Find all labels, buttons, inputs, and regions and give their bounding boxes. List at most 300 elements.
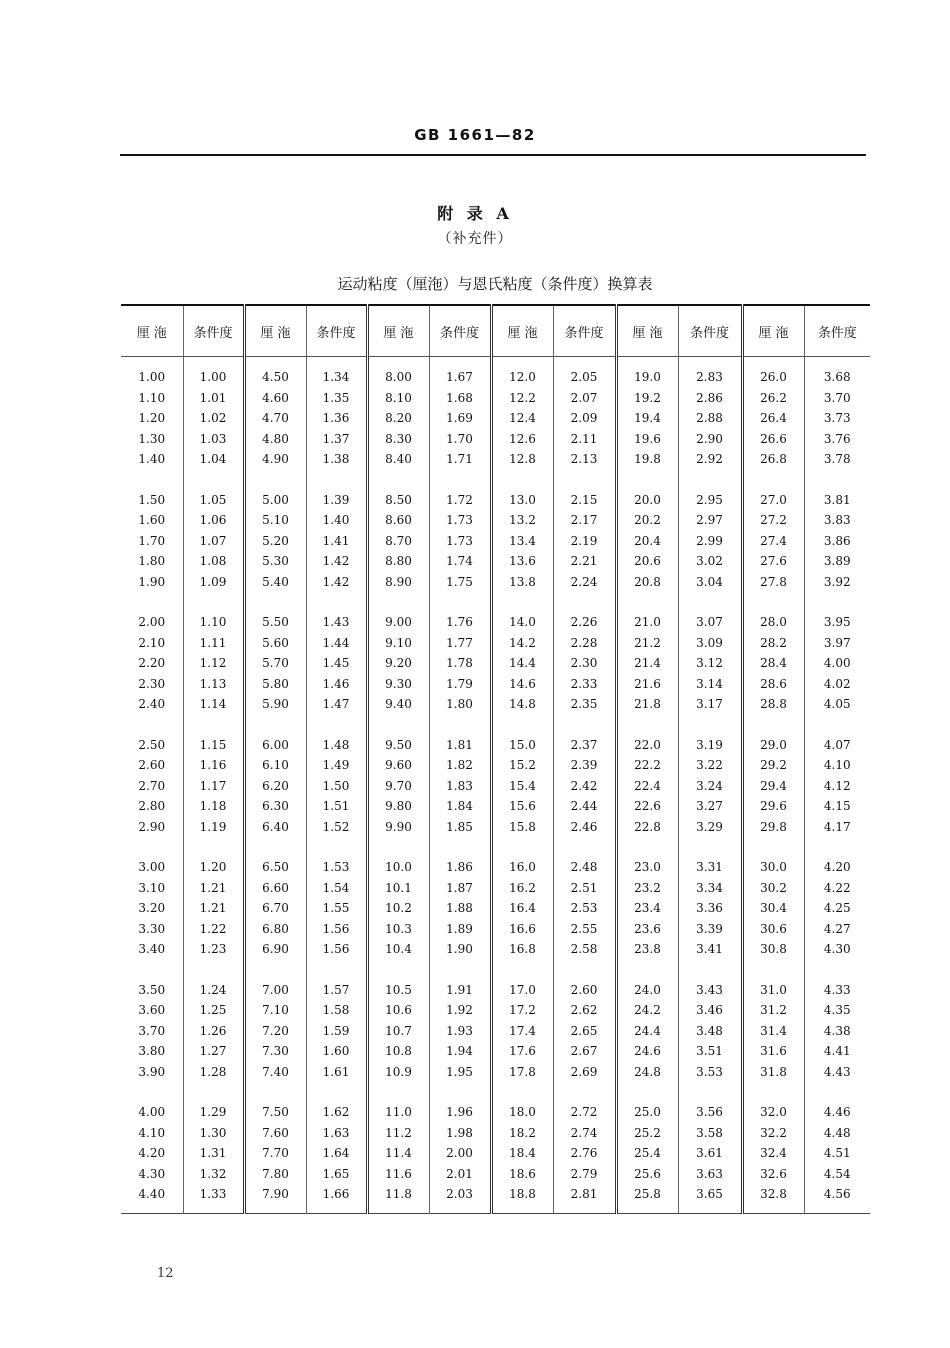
cell-engler-degree: 1.50	[306, 776, 367, 797]
cell-centistokes: 12.4	[491, 408, 553, 429]
cell-engler-degree: 1.75	[429, 572, 491, 593]
cell-centistokes: 10.8	[367, 1041, 429, 1062]
cell-engler-degree: 2.11	[553, 429, 616, 450]
cell-engler-degree: 4.46	[823, 1105, 851, 1119]
cell-engler-degree: 1.92	[429, 1000, 491, 1021]
cell-centistokes: 5.50	[244, 612, 306, 633]
cell-centistokes: 11.6	[367, 1164, 429, 1185]
cell-centistokes: 9.10	[367, 633, 429, 654]
cell-engler-degree: 1.74	[429, 551, 491, 572]
cell-centistokes: 30.0	[742, 857, 804, 878]
cell-engler-degree: 4.00	[823, 656, 851, 670]
cell-centistokes: 20.4	[616, 531, 678, 552]
cell-centistokes: 17.2	[491, 1000, 553, 1021]
cell-centistokes: 1.10	[121, 388, 183, 409]
cell-engler-degree: 1.05	[183, 490, 244, 511]
cell-engler-degree: 2.67	[553, 1041, 616, 1062]
cell-engler-degree: 4.10	[823, 758, 851, 772]
cell-engler-degree: 3.56	[678, 1102, 742, 1123]
header-centistokes: 厘 沲	[742, 305, 804, 357]
cell-engler-degree: 1.65	[306, 1164, 367, 1185]
cell-centistokes: 29.0	[742, 735, 804, 756]
header-engler-degree: 条件度	[553, 305, 616, 357]
cell-engler-degree: 2.42	[553, 776, 616, 797]
cell-engler-degree: 3.12	[678, 653, 742, 674]
table-row	[121, 572, 870, 593]
table-spacer	[121, 470, 870, 490]
cell-centistokes: 31.0	[742, 980, 804, 1001]
table-title: 运动粘度（厘沲）与恩氏粘度（条件度）换算表	[337, 275, 653, 293]
cell-centistokes: 26.0	[742, 367, 804, 388]
cell-centistokes: 1.60	[121, 510, 183, 531]
cell-centistokes: 13.0	[491, 490, 553, 511]
cell-engler-degree: 4.25	[823, 901, 851, 915]
cell-engler-degree: 1.09	[183, 572, 244, 593]
cell-engler-degree: 1.27	[183, 1041, 244, 1062]
cell-centistokes: 17.8	[491, 1062, 553, 1083]
cell-centistokes: 19.0	[616, 367, 678, 388]
cell-centistokes: 4.30	[121, 1164, 183, 1185]
cell-centistokes: 32.0	[742, 1102, 804, 1123]
cell-centistokes: 6.70	[244, 898, 306, 919]
cell-engler-degree: 1.28	[183, 1062, 244, 1083]
cell-engler-degree: 2.00	[429, 1143, 491, 1164]
cell-centistokes: 18.4	[491, 1143, 553, 1164]
table-row	[121, 1143, 870, 1164]
cell-centistokes: 16.2	[491, 878, 553, 899]
header-engler-degree: 条件度	[183, 305, 244, 357]
cell-engler-degree: 1.44	[306, 633, 367, 654]
table-row	[121, 735, 870, 756]
table-spacer	[121, 715, 870, 735]
cell-centistokes: 14.2	[491, 633, 553, 654]
cell-engler-degree: 1.89	[429, 919, 491, 940]
cell-centistokes: 3.70	[121, 1021, 183, 1042]
cell-centistokes: 13.2	[491, 510, 553, 531]
cell-engler-degree: 1.94	[429, 1041, 491, 1062]
table-body	[121, 357, 870, 1214]
cell-centistokes: 8.90	[367, 572, 429, 593]
cell-centistokes: 23.8	[616, 939, 678, 960]
table-row	[121, 857, 870, 878]
table-row	[121, 1062, 870, 1083]
cell-engler-degree: 4.17	[823, 819, 851, 834]
cell-centistokes: 4.90	[244, 449, 306, 470]
cell-centistokes: 26.4	[742, 408, 804, 429]
cell-centistokes: 9.20	[367, 653, 429, 674]
cell-engler-degree: 3.83	[823, 513, 851, 527]
cell-engler-degree: 4.48	[823, 1125, 851, 1140]
cell-centistokes: 17.6	[491, 1041, 553, 1062]
cell-centistokes: 30.2	[742, 878, 804, 899]
cell-centistokes: 22.6	[616, 796, 678, 817]
cell-engler-degree: 3.95	[823, 615, 851, 629]
table-spacer	[121, 837, 870, 857]
cell-engler-degree: 3.22	[678, 755, 742, 776]
cell-engler-degree: 3.31	[678, 857, 742, 878]
cell-centistokes: 4.70	[244, 408, 306, 429]
cell-centistokes: 5.60	[244, 633, 306, 654]
cell-centistokes: 3.90	[121, 1062, 183, 1083]
cell-centistokes: 5.20	[244, 531, 306, 552]
cell-engler-degree: 1.16	[183, 755, 244, 776]
cell-engler-degree: 1.29	[183, 1102, 244, 1123]
cell-centistokes: 7.40	[244, 1062, 306, 1083]
table-row	[121, 449, 870, 470]
conversion-table-container	[121, 304, 870, 1214]
cell-centistokes: 8.20	[367, 408, 429, 429]
cell-engler-degree: 1.02	[183, 408, 244, 429]
cell-centistokes: 27.4	[742, 531, 804, 552]
cell-engler-degree: 4.02	[823, 676, 851, 691]
cell-engler-degree: 1.03	[183, 429, 244, 450]
cell-engler-degree: 2.62	[553, 1000, 616, 1021]
table-row	[121, 490, 870, 511]
table-row	[121, 1021, 870, 1042]
table-row	[121, 980, 870, 1001]
cell-engler-degree: 1.56	[306, 939, 367, 960]
cell-engler-degree: 1.77	[429, 633, 491, 654]
cell-centistokes: 30.6	[742, 919, 804, 940]
cell-engler-degree: 2.46	[553, 817, 616, 838]
cell-centistokes: 4.40	[121, 1184, 183, 1205]
cell-centistokes: 11.4	[367, 1143, 429, 1164]
cell-engler-degree: 1.55	[306, 898, 367, 919]
cell-engler-degree: 1.59	[306, 1021, 367, 1042]
cell-centistokes: 1.50	[121, 490, 183, 511]
cell-engler-degree: 3.29	[678, 817, 742, 838]
cell-engler-degree: 2.65	[553, 1021, 616, 1042]
cell-engler-degree: 2.15	[553, 490, 616, 511]
cell-engler-degree: 4.12	[823, 778, 851, 793]
table-row	[121, 817, 870, 838]
table-spacer	[121, 1082, 870, 1102]
cell-engler-degree: 1.26	[183, 1021, 244, 1042]
header-engler-degree: 条件度	[678, 305, 742, 357]
cell-centistokes: 18.6	[491, 1164, 553, 1185]
cell-engler-degree: 3.14	[678, 674, 742, 695]
table-row	[121, 898, 870, 919]
cell-centistokes: 15.6	[491, 796, 553, 817]
cell-engler-degree: 4.27	[823, 921, 851, 936]
cell-engler-degree: 2.92	[678, 449, 742, 470]
cell-engler-degree: 4.33	[823, 982, 851, 997]
cell-centistokes: 5.00	[244, 490, 306, 511]
cell-centistokes: 32.2	[742, 1123, 804, 1144]
cell-engler-degree: 3.78	[823, 452, 851, 466]
cell-engler-degree: 1.36	[306, 408, 367, 429]
cell-centistokes: 31.6	[742, 1041, 804, 1062]
header-rule	[120, 154, 866, 156]
table-row	[121, 776, 870, 797]
cell-centistokes: 4.50	[244, 367, 306, 388]
cell-centistokes: 24.4	[616, 1021, 678, 1042]
cell-engler-degree: 1.81	[429, 735, 491, 756]
standard-code: GB 1661—82	[414, 126, 536, 144]
cell-engler-degree: 1.11	[183, 633, 244, 654]
cell-engler-degree: 2.21	[553, 551, 616, 572]
cell-centistokes: 28.0	[742, 612, 804, 633]
appendix-title: 附 录 A	[437, 204, 513, 223]
cell-centistokes: 3.00	[121, 857, 183, 878]
cell-centistokes: 4.10	[121, 1123, 183, 1144]
cell-engler-degree: 1.48	[306, 735, 367, 756]
table-row	[121, 612, 870, 633]
cell-centistokes: 11.2	[367, 1123, 429, 1144]
cell-engler-degree: 1.23	[183, 939, 244, 960]
cell-centistokes: 1.70	[121, 531, 183, 552]
cell-engler-degree: 1.32	[183, 1164, 244, 1185]
cell-centistokes: 9.80	[367, 796, 429, 817]
cell-engler-degree: 2.74	[553, 1123, 616, 1144]
cell-engler-degree: 3.27	[678, 796, 742, 817]
cell-engler-degree: 3.65	[678, 1184, 742, 1205]
cell-engler-degree: 2.51	[553, 878, 616, 899]
cell-centistokes: 26.6	[742, 429, 804, 450]
cell-centistokes: 32.4	[742, 1143, 804, 1164]
cell-centistokes: 7.60	[244, 1123, 306, 1144]
cell-engler-degree: 2.72	[553, 1102, 616, 1123]
cell-engler-degree: 1.64	[306, 1143, 367, 1164]
cell-engler-degree: 3.51	[678, 1041, 742, 1062]
cell-engler-degree: 2.53	[553, 898, 616, 919]
cell-engler-degree: 1.21	[183, 878, 244, 899]
header-centistokes: 厘 沲	[491, 305, 553, 357]
cell-engler-degree: 3.19	[678, 735, 742, 756]
cell-centistokes: 15.4	[491, 776, 553, 797]
cell-centistokes: 3.60	[121, 1000, 183, 1021]
cell-engler-degree: 1.83	[429, 776, 491, 797]
cell-centistokes: 23.0	[616, 857, 678, 878]
table-row	[121, 388, 870, 409]
cell-engler-degree: 2.28	[553, 633, 616, 654]
cell-centistokes: 12.2	[491, 388, 553, 409]
cell-centistokes: 29.2	[742, 755, 804, 776]
cell-centistokes: 28.4	[742, 653, 804, 674]
cell-engler-degree: 2.58	[553, 939, 616, 960]
cell-engler-degree: 2.76	[553, 1143, 616, 1164]
cell-centistokes: 6.10	[244, 755, 306, 776]
table-header-row	[121, 305, 870, 357]
cell-centistokes: 32.8	[742, 1184, 804, 1205]
cell-engler-degree: 1.53	[306, 857, 367, 878]
cell-centistokes: 1.40	[121, 449, 183, 470]
cell-engler-degree: 1.90	[429, 939, 491, 960]
cell-centistokes: 1.00	[121, 367, 183, 388]
cell-engler-degree: 4.54	[823, 1166, 851, 1181]
cell-centistokes: 26.2	[742, 388, 804, 409]
table-row	[121, 633, 870, 654]
cell-centistokes: 16.0	[491, 857, 553, 878]
appendix-subtitle: （补充件）	[437, 231, 513, 247]
cell-centistokes: 6.00	[244, 735, 306, 756]
cell-centistokes: 6.50	[244, 857, 306, 878]
cell-engler-degree: 1.66	[306, 1184, 367, 1205]
cell-centistokes: 25.6	[616, 1164, 678, 1185]
cell-engler-degree: 1.62	[306, 1102, 367, 1123]
header-engler-degree: 条件度	[429, 305, 491, 357]
cell-centistokes: 7.50	[244, 1102, 306, 1123]
cell-centistokes: 6.60	[244, 878, 306, 899]
cell-centistokes: 27.8	[742, 572, 804, 593]
table-spacer	[121, 960, 870, 980]
cell-engler-degree: 4.56	[823, 1187, 851, 1201]
cell-engler-degree: 1.87	[429, 878, 491, 899]
cell-engler-degree: 2.60	[553, 980, 616, 1001]
cell-engler-degree: 1.49	[306, 755, 367, 776]
cell-centistokes: 32.6	[742, 1164, 804, 1185]
cell-centistokes: 24.2	[616, 1000, 678, 1021]
cell-engler-degree: 1.95	[429, 1062, 491, 1083]
cell-engler-degree: 1.17	[183, 776, 244, 797]
cell-centistokes: 30.4	[742, 898, 804, 919]
cell-centistokes: 10.2	[367, 898, 429, 919]
cell-engler-degree: 1.82	[429, 755, 491, 776]
cell-centistokes: 14.8	[491, 694, 553, 715]
header-engler-degree: 条件度	[306, 305, 367, 357]
cell-centistokes: 6.90	[244, 939, 306, 960]
cell-engler-degree: 2.48	[553, 857, 616, 878]
cell-engler-degree: 4.51	[823, 1146, 851, 1160]
cell-centistokes: 9.00	[367, 612, 429, 633]
cell-centistokes: 20.0	[616, 490, 678, 511]
cell-centistokes: 3.80	[121, 1041, 183, 1062]
cell-centistokes: 5.80	[244, 674, 306, 695]
cell-engler-degree: 3.61	[678, 1143, 742, 1164]
cell-centistokes: 7.70	[244, 1143, 306, 1164]
cell-engler-degree: 1.35	[306, 388, 367, 409]
cell-centistokes: 3.50	[121, 980, 183, 1001]
cell-engler-degree: 1.52	[306, 817, 367, 838]
cell-engler-degree: 3.76	[823, 431, 851, 446]
cell-engler-degree: 1.21	[183, 898, 244, 919]
cell-engler-degree: 3.36	[678, 898, 742, 919]
header-centistokes: 厘 沲	[121, 305, 183, 357]
cell-engler-degree: 1.96	[429, 1102, 491, 1123]
cell-centistokes: 3.20	[121, 898, 183, 919]
cell-engler-degree: 1.58	[306, 1000, 367, 1021]
cell-centistokes: 2.70	[121, 776, 183, 797]
cell-centistokes: 8.00	[367, 367, 429, 388]
cell-engler-degree: 3.09	[678, 633, 742, 654]
cell-centistokes: 10.6	[367, 1000, 429, 1021]
cell-centistokes: 2.80	[121, 796, 183, 817]
cell-centistokes: 6.30	[244, 796, 306, 817]
cell-engler-degree: 2.44	[553, 796, 616, 817]
cell-engler-degree: 3.63	[678, 1164, 742, 1185]
table-row	[121, 919, 870, 940]
cell-engler-degree: 2.37	[553, 735, 616, 756]
cell-centistokes: 19.2	[616, 388, 678, 409]
cell-centistokes: 10.3	[367, 919, 429, 940]
table-row	[121, 755, 870, 776]
cell-engler-degree: 1.93	[429, 1021, 491, 1042]
cell-centistokes: 3.30	[121, 919, 183, 940]
cell-engler-degree: 1.20	[183, 857, 244, 878]
cell-centistokes: 30.8	[742, 939, 804, 960]
cell-engler-degree: 1.42	[306, 572, 367, 593]
cell-centistokes: 2.50	[121, 735, 183, 756]
cell-engler-degree: 1.42	[306, 551, 367, 572]
table-row	[121, 510, 870, 531]
cell-engler-degree: 3.39	[678, 919, 742, 940]
cell-centistokes: 10.7	[367, 1021, 429, 1042]
cell-engler-degree: 1.86	[429, 857, 491, 878]
page-number: 12	[157, 1266, 174, 1281]
cell-engler-degree: 2.86	[678, 388, 742, 409]
cell-centistokes: 27.2	[742, 510, 804, 531]
cell-engler-degree: 3.46	[678, 1000, 742, 1021]
cell-centistokes: 25.8	[616, 1184, 678, 1205]
cell-engler-degree: 4.43	[823, 1064, 851, 1079]
cell-engler-degree: 1.43	[306, 612, 367, 633]
cell-engler-degree: 2.55	[553, 919, 616, 940]
cell-centistokes: 4.60	[244, 388, 306, 409]
cell-engler-degree: 2.88	[678, 408, 742, 429]
cell-engler-degree: 1.30	[183, 1123, 244, 1144]
cell-engler-degree: 1.04	[183, 449, 244, 470]
cell-engler-degree: 1.98	[429, 1123, 491, 1144]
cell-centistokes: 25.0	[616, 1102, 678, 1123]
cell-centistokes: 8.80	[367, 551, 429, 572]
cell-engler-degree: 2.79	[553, 1164, 616, 1185]
table-row	[121, 367, 870, 388]
cell-engler-degree: 1.60	[306, 1041, 367, 1062]
cell-centistokes: 10.5	[367, 980, 429, 1001]
cell-centistokes: 22.4	[616, 776, 678, 797]
cell-engler-degree: 2.03	[429, 1184, 491, 1205]
cell-engler-degree: 3.43	[678, 980, 742, 1001]
cell-centistokes: 1.30	[121, 429, 183, 450]
cell-engler-degree: 1.18	[183, 796, 244, 817]
cell-centistokes: 18.8	[491, 1184, 553, 1205]
cell-centistokes: 6.80	[244, 919, 306, 940]
cell-centistokes: 9.60	[367, 755, 429, 776]
cell-engler-degree: 1.88	[429, 898, 491, 919]
cell-centistokes: 25.4	[616, 1143, 678, 1164]
cell-engler-degree: 2.90	[678, 429, 742, 450]
cell-engler-degree: 2.35	[553, 694, 616, 715]
cell-centistokes: 29.6	[742, 796, 804, 817]
cell-engler-degree: 2.97	[678, 510, 742, 531]
cell-engler-degree: 1.73	[429, 531, 491, 552]
cell-engler-degree: 2.69	[553, 1062, 616, 1083]
cell-centistokes: 3.10	[121, 878, 183, 899]
cell-centistokes: 5.90	[244, 694, 306, 715]
table-row	[121, 531, 870, 552]
cell-engler-degree: 2.05	[553, 367, 616, 388]
cell-engler-degree: 1.22	[183, 919, 244, 940]
cell-engler-degree: 1.24	[183, 980, 244, 1001]
cell-centistokes: 20.6	[616, 551, 678, 572]
cell-engler-degree: 1.14	[183, 694, 244, 715]
cell-engler-degree: 3.73	[823, 411, 851, 425]
header-centistokes: 厘 沲	[244, 305, 306, 357]
cell-engler-degree: 2.95	[678, 490, 742, 511]
cell-engler-degree: 3.17	[678, 694, 742, 715]
cell-centistokes: 8.40	[367, 449, 429, 470]
table-row	[121, 653, 870, 674]
cell-engler-degree: 1.76	[429, 612, 491, 633]
cell-engler-degree: 1.73	[429, 510, 491, 531]
cell-engler-degree: 2.01	[429, 1164, 491, 1185]
cell-centistokes: 24.8	[616, 1062, 678, 1083]
cell-centistokes: 16.8	[491, 939, 553, 960]
cell-engler-degree: 1.79	[429, 674, 491, 695]
cell-engler-degree: 1.63	[306, 1123, 367, 1144]
cell-engler-degree: 1.72	[429, 490, 491, 511]
cell-centistokes: 19.6	[616, 429, 678, 450]
